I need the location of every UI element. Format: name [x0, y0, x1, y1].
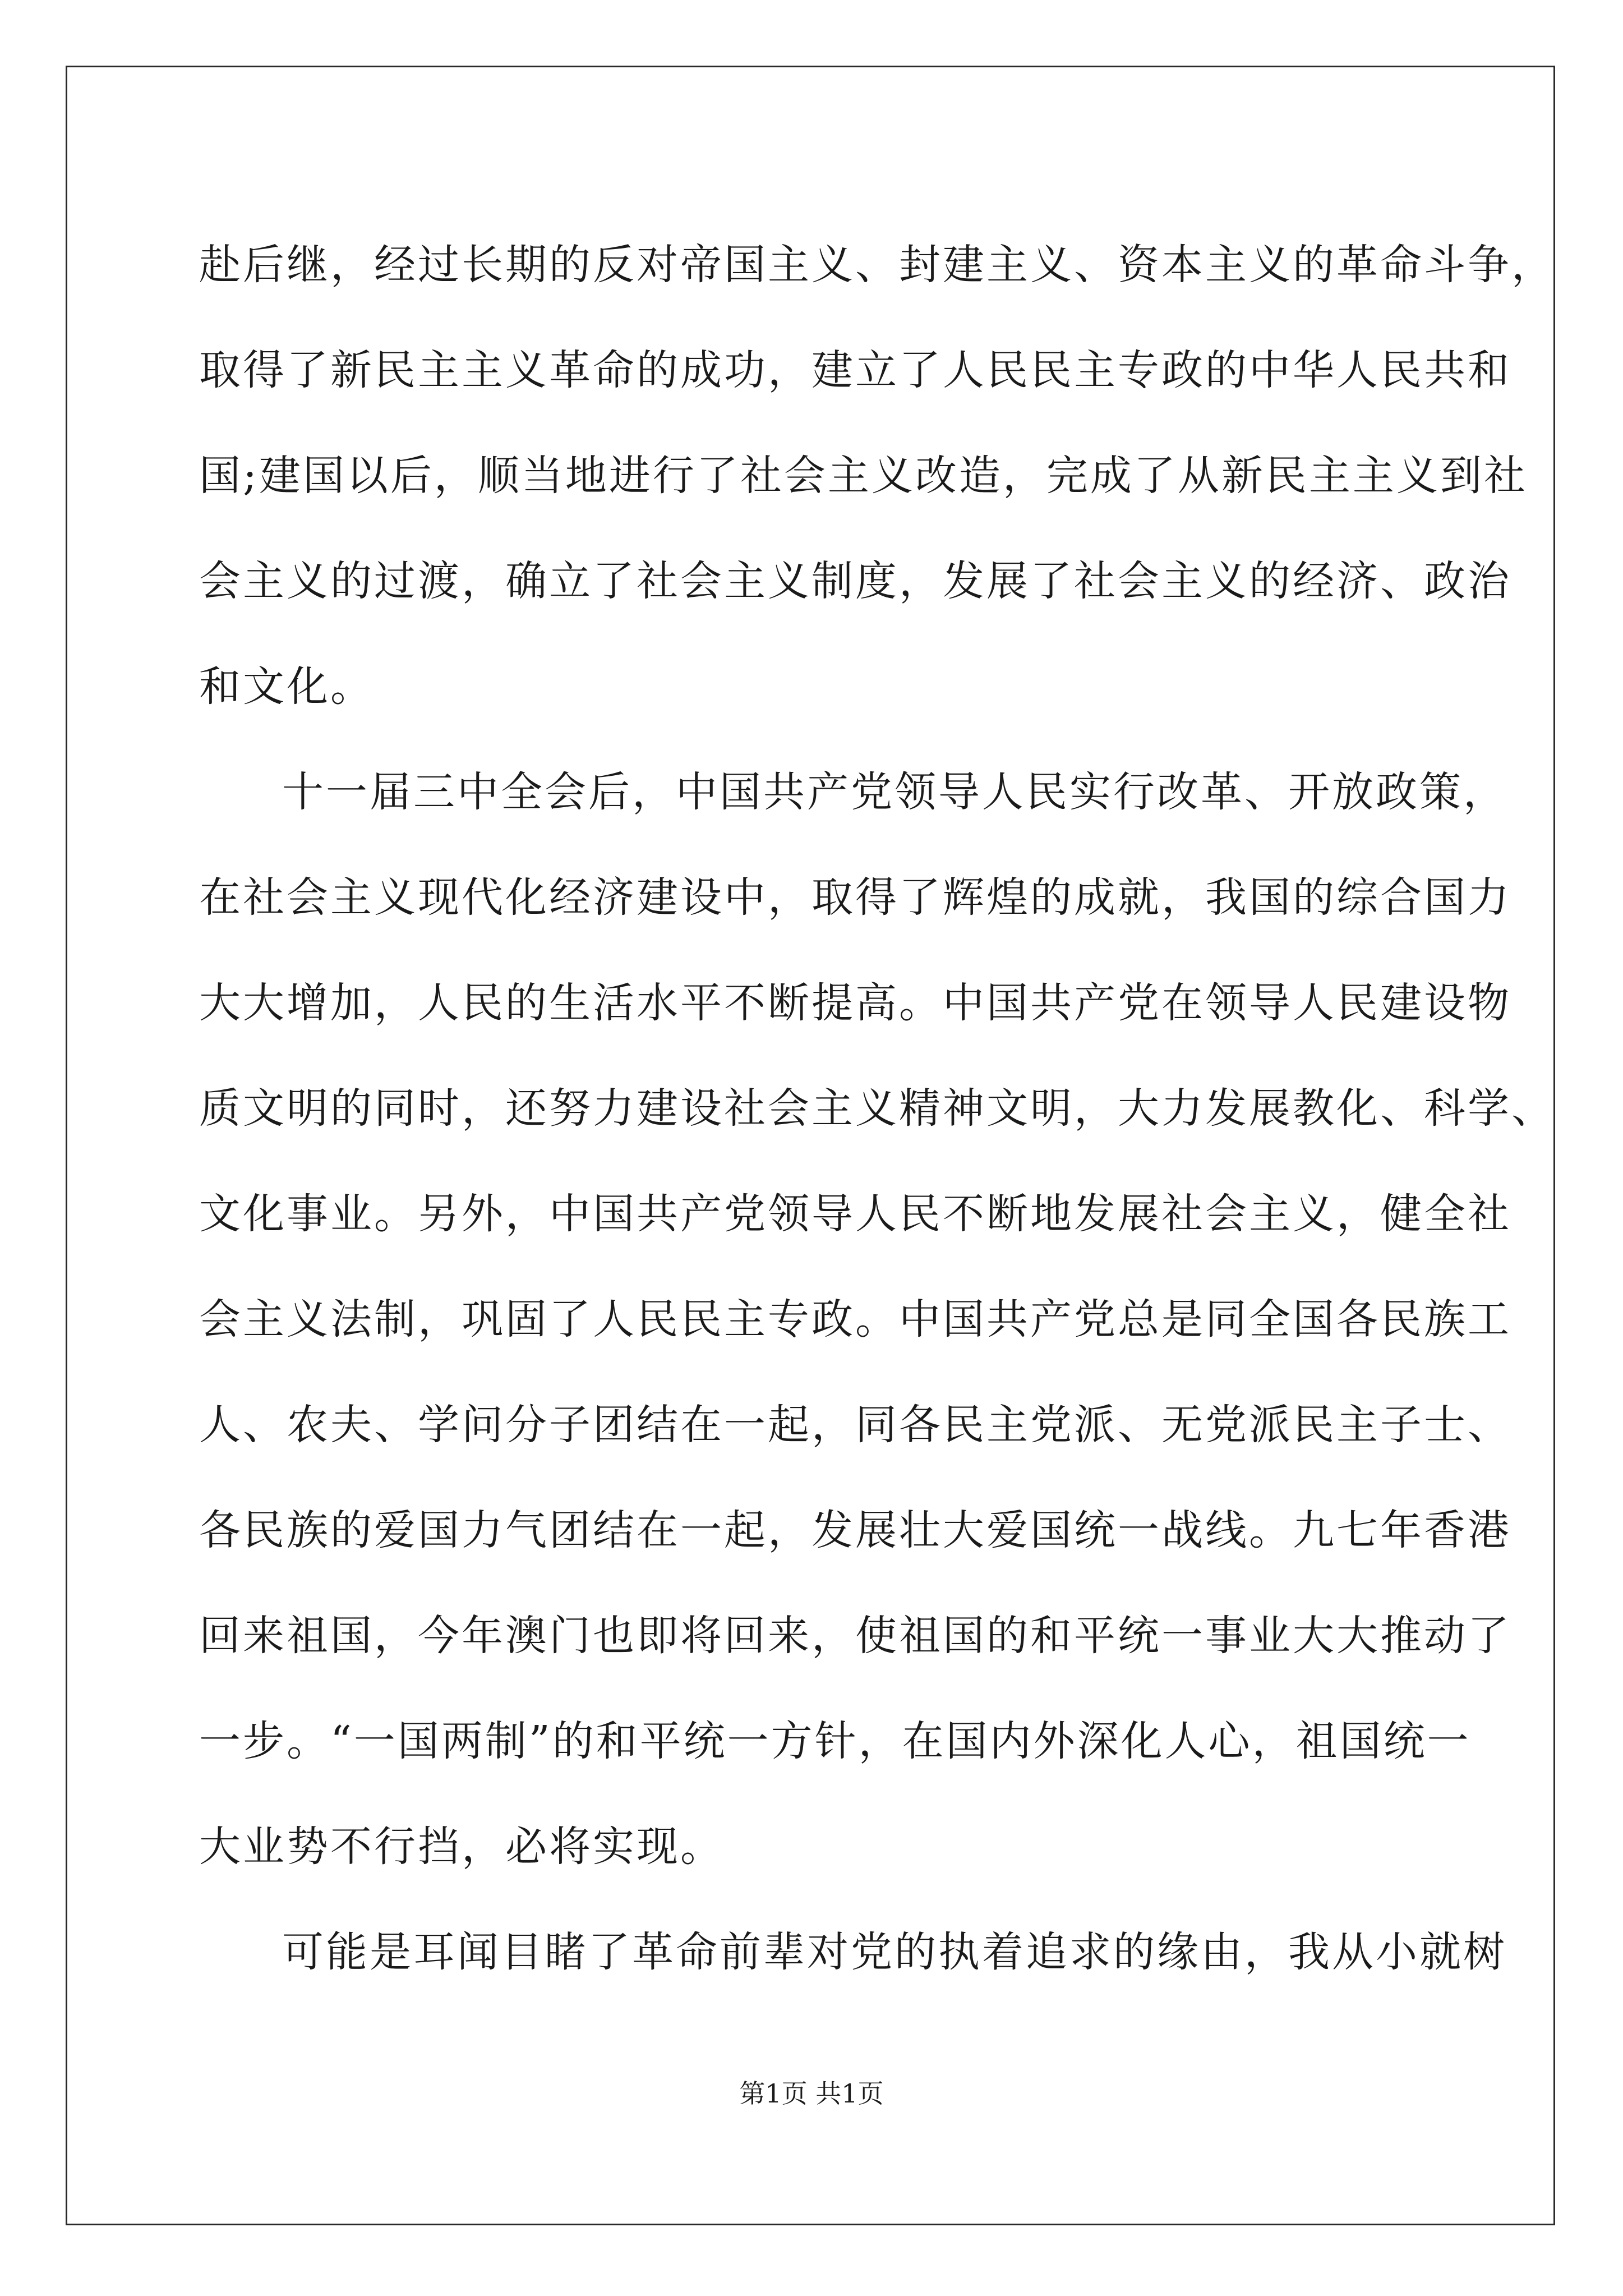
text-line: 大业势不行挡，必将实现。 — [199, 1823, 724, 1871]
paragraph-first-line: 十一届三中全会后，中国共产党领导人民实行改革、开放政策， — [282, 768, 1507, 816]
text-line: 会主义法制，巩固了人民民主专政。中国共产党总是同全国各民族工 — [199, 1295, 1511, 1343]
text-line: 会主义的过渡，确立了社会主义制度，发展了社会主义的经济、政治 — [199, 557, 1511, 605]
text-line: 赴后继，经过长期的反对帝国主义、封建主义、资本主义的革命斗争， — [199, 241, 1555, 289]
text-line: 和文化。 — [199, 662, 374, 711]
page-footer: 第1页 共1页 — [739, 2078, 884, 2109]
text-line: 一步。“一国两制”的和平统一方针，在国内外深化人心，祖国统一 — [199, 1717, 1471, 1765]
text-line: 国;建国以后，顺当地进行了社会主义改造，完成了从新民主主义到社 — [199, 452, 1528, 500]
text-line: 人、农夫、学问分子团结在一起，同各民主党派、无党派民主子士、 — [199, 1401, 1511, 1449]
text-line: 各民族的爱国力气团结在一起，发展壮大爱国统一战线。九七年香港 — [199, 1506, 1511, 1554]
text-line: 文化事业。另外，中国共产党领导人民不断地发展社会主义，健全社 — [199, 1190, 1511, 1238]
paragraph-first-line: 可能是耳闻目睹了革命前辈对党的执着追求的缘由，我从小就树 — [282, 1928, 1507, 1976]
document-body — [199, 212, 1555, 2005]
text-line: 大大增加，人民的生活水平不断提高。中国共产党在领导人民建设物 — [199, 979, 1511, 1027]
text-line: 在社会主义现代化经济建设中，取得了辉煌的成就，我国的综合国力 — [199, 873, 1511, 922]
text-line: 质文明的同时，还努力建设社会主义精神文明，大力发展教化、科学、 — [199, 1084, 1555, 1133]
text-line: 取得了新民主主义革命的成功，建立了人民民主专政的中华人民共和 — [199, 346, 1511, 394]
text-line: 回来祖国，今年澳门也即将回来，使祖国的和平统一事业大大推动了 — [199, 1612, 1511, 1660]
